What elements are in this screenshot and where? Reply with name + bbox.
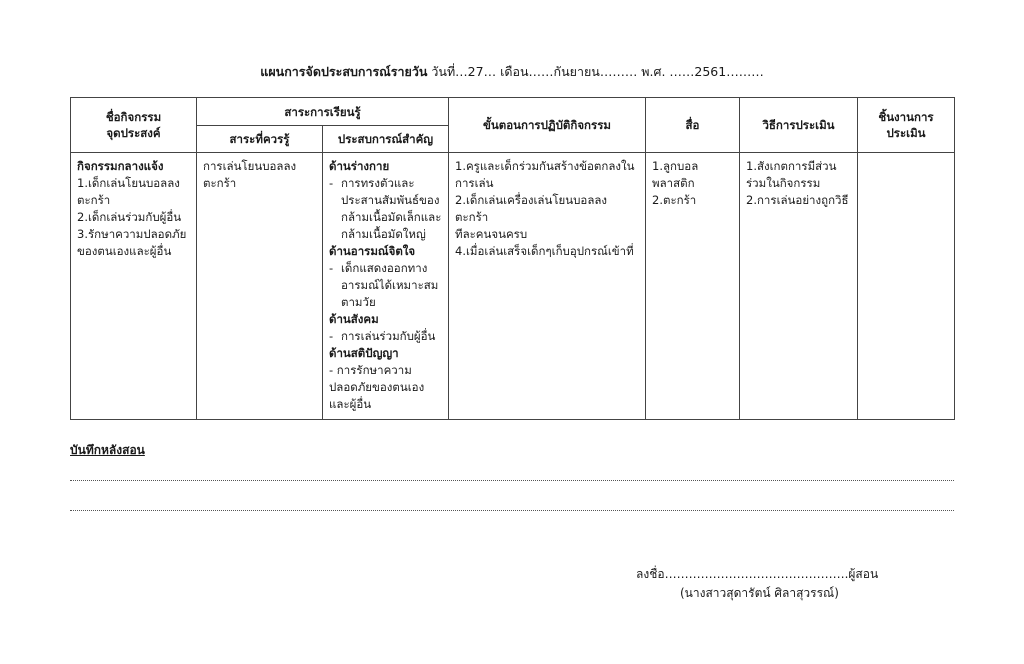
cell-media (646, 153, 740, 420)
signature-line: ลงชื่อ……………………………………….ผู้สอน (636, 567, 879, 581)
header-learning: สาระการเรียนรู้ (197, 98, 449, 126)
header-media: สื่อ (646, 98, 740, 153)
step-4: 4.เมื่อเล่นเสร็จเด็กๆเก็บอุปกรณ์เข้าที่ (455, 244, 634, 258)
header-evaluation: วิธีการประเมิน (740, 98, 858, 153)
experience-social-title: ด้านสังคม (329, 312, 379, 326)
cell-work (858, 153, 955, 420)
cell-activity (71, 153, 197, 420)
experience-emotional-title: ด้านอารมณ์จิตใจ (329, 244, 416, 258)
evaluation-1: 1.สังเกตการมีส่วน ร่วมในกิจกรรม (746, 159, 837, 190)
media-1: 1.ลูกบอล พลาสติก (652, 159, 699, 190)
plan-title-main: แผนการจัดประสบการณ์รายวัน (260, 64, 428, 79)
activity-title: กิจกรรมกลางแจ้ง (77, 159, 164, 173)
step-1: 1.ครูและเด็กร่วมกันสร้างข้อตกลงใน การเล่น (455, 159, 635, 190)
experience-emotional-item: - เด็กแสดงออกทาง อารมณ์ได้เหมาะสม ตามวัย (329, 261, 439, 309)
plan-table (70, 97, 955, 420)
notes-line-2 (70, 510, 954, 511)
experience-physical-title: ด้านร่างกาย (329, 159, 390, 173)
header-content: สาระที่ควรรู้ (197, 126, 323, 153)
notes-title: บันทึกหลังสอน (70, 443, 145, 457)
objective-3: 3.รักษาความปลอดภัย ของตนเองและผู้อื่น (77, 227, 187, 258)
plan-title-date: วันที่…27… เดือน……กันยายน……… พ.ศ. ……2561……… (427, 64, 764, 79)
step-2: 2.เด็กเล่นเครื่องเล่นโยนบอลลงตะกร้า ทีละคนจนครบ (455, 193, 608, 241)
cell-experience (323, 153, 449, 420)
cell-content (197, 153, 323, 420)
experience-intellectual-title: ด้านสติปัญญา (329, 346, 399, 360)
experience-social-item: - การเล่นร่วมกับผู้อื่น (329, 329, 436, 343)
signature-name: (นางสาวสุดารัตน์ ศิลาสุวรรณ์) (680, 586, 839, 600)
experience-intellectual-item: - การรักษาความ ปลอดภัยของตนเอง และผู้อื่น (329, 363, 425, 411)
objective-1: 1.เด็กเล่นโยนบอลลง ตะกร้า (77, 176, 180, 207)
plan-title (0, 62, 1024, 82)
header-activity: ชื่อกิจกรรม จุดประสงค์ (71, 98, 197, 153)
evaluation-2: 2.การเล่นอย่างถูกวิธี (746, 193, 849, 207)
objective-2: 2.เด็กเล่นร่วมกับผู้อื่น (77, 210, 182, 224)
experience-physical-item: - การทรงตัวและ ประสานสัมพันธ์ของ กล้ามเนื้อมัดเล็กและ กล้ามเนื้อมัดใหญ่ (329, 176, 442, 241)
cell-steps (449, 153, 646, 420)
header-work: ชิ้นงานการ ประเมิน (858, 98, 955, 153)
content-text: การเล่นโยนบอลลง ตะกร้า (203, 159, 297, 190)
notes-line-1 (70, 480, 954, 481)
header-steps: ขั้นตอนการปฏิบัติกิจกรรม (449, 98, 646, 153)
media-2: 2.ตะกร้า (652, 193, 697, 207)
header-experience: ประสบการณ์สำคัญ (323, 126, 449, 153)
cell-evaluation (740, 153, 858, 420)
